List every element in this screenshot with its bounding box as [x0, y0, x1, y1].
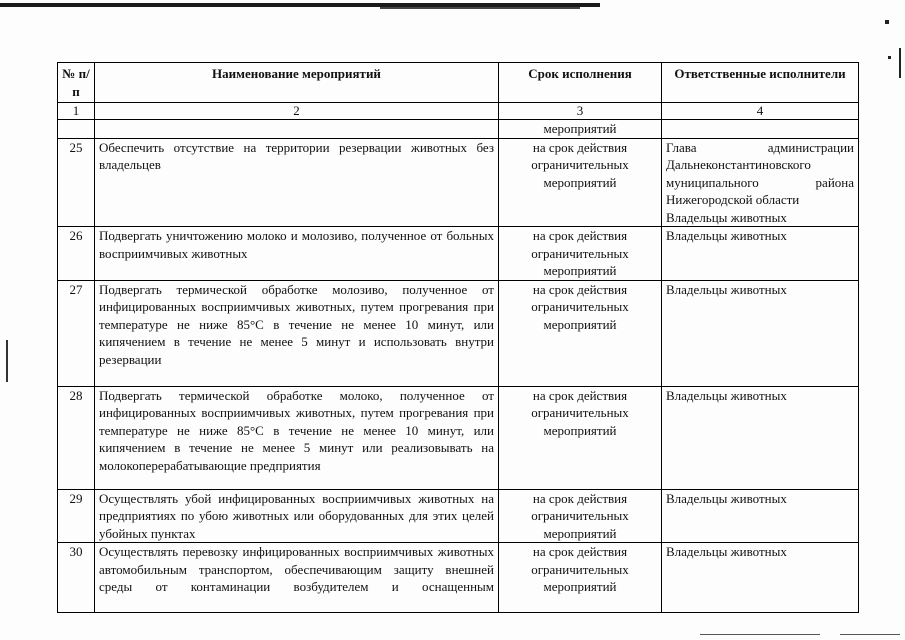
table-row: [58, 138, 859, 227]
row-responsible: Владельцы животных: [662, 280, 859, 386]
row-term: на срок действия ограничительных мероприятий: [499, 227, 662, 281]
row-measure: Обеспечить отсутствие на территории резервации животных без владельцев: [95, 138, 499, 227]
row-responsible: [662, 138, 859, 227]
row-term: на срок действия ограничительных мероприятий: [499, 280, 662, 386]
header-num: № п/п: [58, 63, 95, 103]
continuation-term: мероприятий: [499, 120, 662, 139]
row-responsible: Владельцы животных: [662, 386, 859, 489]
scan-top-border-shadow: [380, 7, 580, 9]
column-index-row: [58, 103, 859, 120]
scan-mark: [899, 48, 901, 78]
column-index: 3: [499, 103, 662, 120]
row-number: 27: [58, 280, 95, 386]
responsible-owners: Владельцы животных: [666, 209, 787, 225]
row-measure: Подвергать уничтожению молоко и молозиво, полученное от больных восприимчивых животных: [95, 227, 499, 281]
scan-speck: [885, 20, 889, 24]
row-term: на срок действия ограничительных мероприятий: [499, 489, 662, 543]
row-term: на срок действия ограничительных мероприятий: [499, 386, 662, 489]
scan-bottom-mark: [840, 634, 900, 635]
row-measure: Осуществлять убой инфицированных восприимчивых животных на предприятиях по убою животных или оборудованных для этих целей убойных пунктах: [95, 489, 499, 543]
table-row: [58, 280, 859, 386]
row-responsible: Владельцы животных: [662, 489, 859, 543]
row-measure: Осуществлять перевозку инфицированных восприимчивых животных автомобильным транспортом, обеспечивающим защиту внешней среды от контаминации возбудителем и оснащенным: [95, 543, 499, 613]
row-responsible: Владельцы животных: [662, 543, 859, 613]
scan-speck: [888, 56, 891, 59]
row-responsible: Владельцы животных: [662, 227, 859, 281]
row-number: 29: [58, 489, 95, 543]
measures-table: [57, 62, 859, 613]
row-number: 25: [58, 138, 95, 227]
header-name: Наименование мероприятий: [95, 63, 499, 103]
table-row: [58, 543, 859, 613]
row-number: 28: [58, 386, 95, 489]
row-term: на срок действия ограничительных мероприятий: [499, 543, 662, 613]
row-measure: Подвергать термической обработке молоко, полученное от инфицированных восприимчивых животных, путем прогревания при температуре не ниже 85°С в течение не менее 10 минут, или кипячением в течение не менее 5 минут или реализовывать на молокоперерабатывающие предприятия: [95, 386, 499, 489]
column-index: 2: [95, 103, 499, 120]
header-term: Срок исполнения: [499, 63, 662, 103]
scan-bottom-mark: [700, 634, 820, 635]
table-header-row: [58, 63, 859, 103]
table-row: [58, 227, 859, 281]
row-number: 30: [58, 543, 95, 613]
table-row: [58, 386, 859, 489]
continuation-row: [58, 120, 859, 139]
table-row: [58, 489, 859, 543]
row-term: на срок действия ограничительных мероприятий: [499, 138, 662, 227]
row-measure: Подвергать термической обработке молозиво, полученное от инфицированных восприимчивых животных, путем прогревания при температуре не ниже 85°С в течение не менее 10 минут, или кипячением в течение не менее 5 минут и использовать внутри резервации: [95, 280, 499, 386]
responsible-head: Глава администрации Дальнеконстантиновского муниципального района Нижегородской области: [666, 139, 854, 207]
header-responsible: Ответственные исполнители: [662, 63, 859, 103]
column-index: 1: [58, 103, 95, 120]
row-number: 26: [58, 227, 95, 281]
scan-left-mark: [6, 340, 8, 382]
column-index: 4: [662, 103, 859, 120]
